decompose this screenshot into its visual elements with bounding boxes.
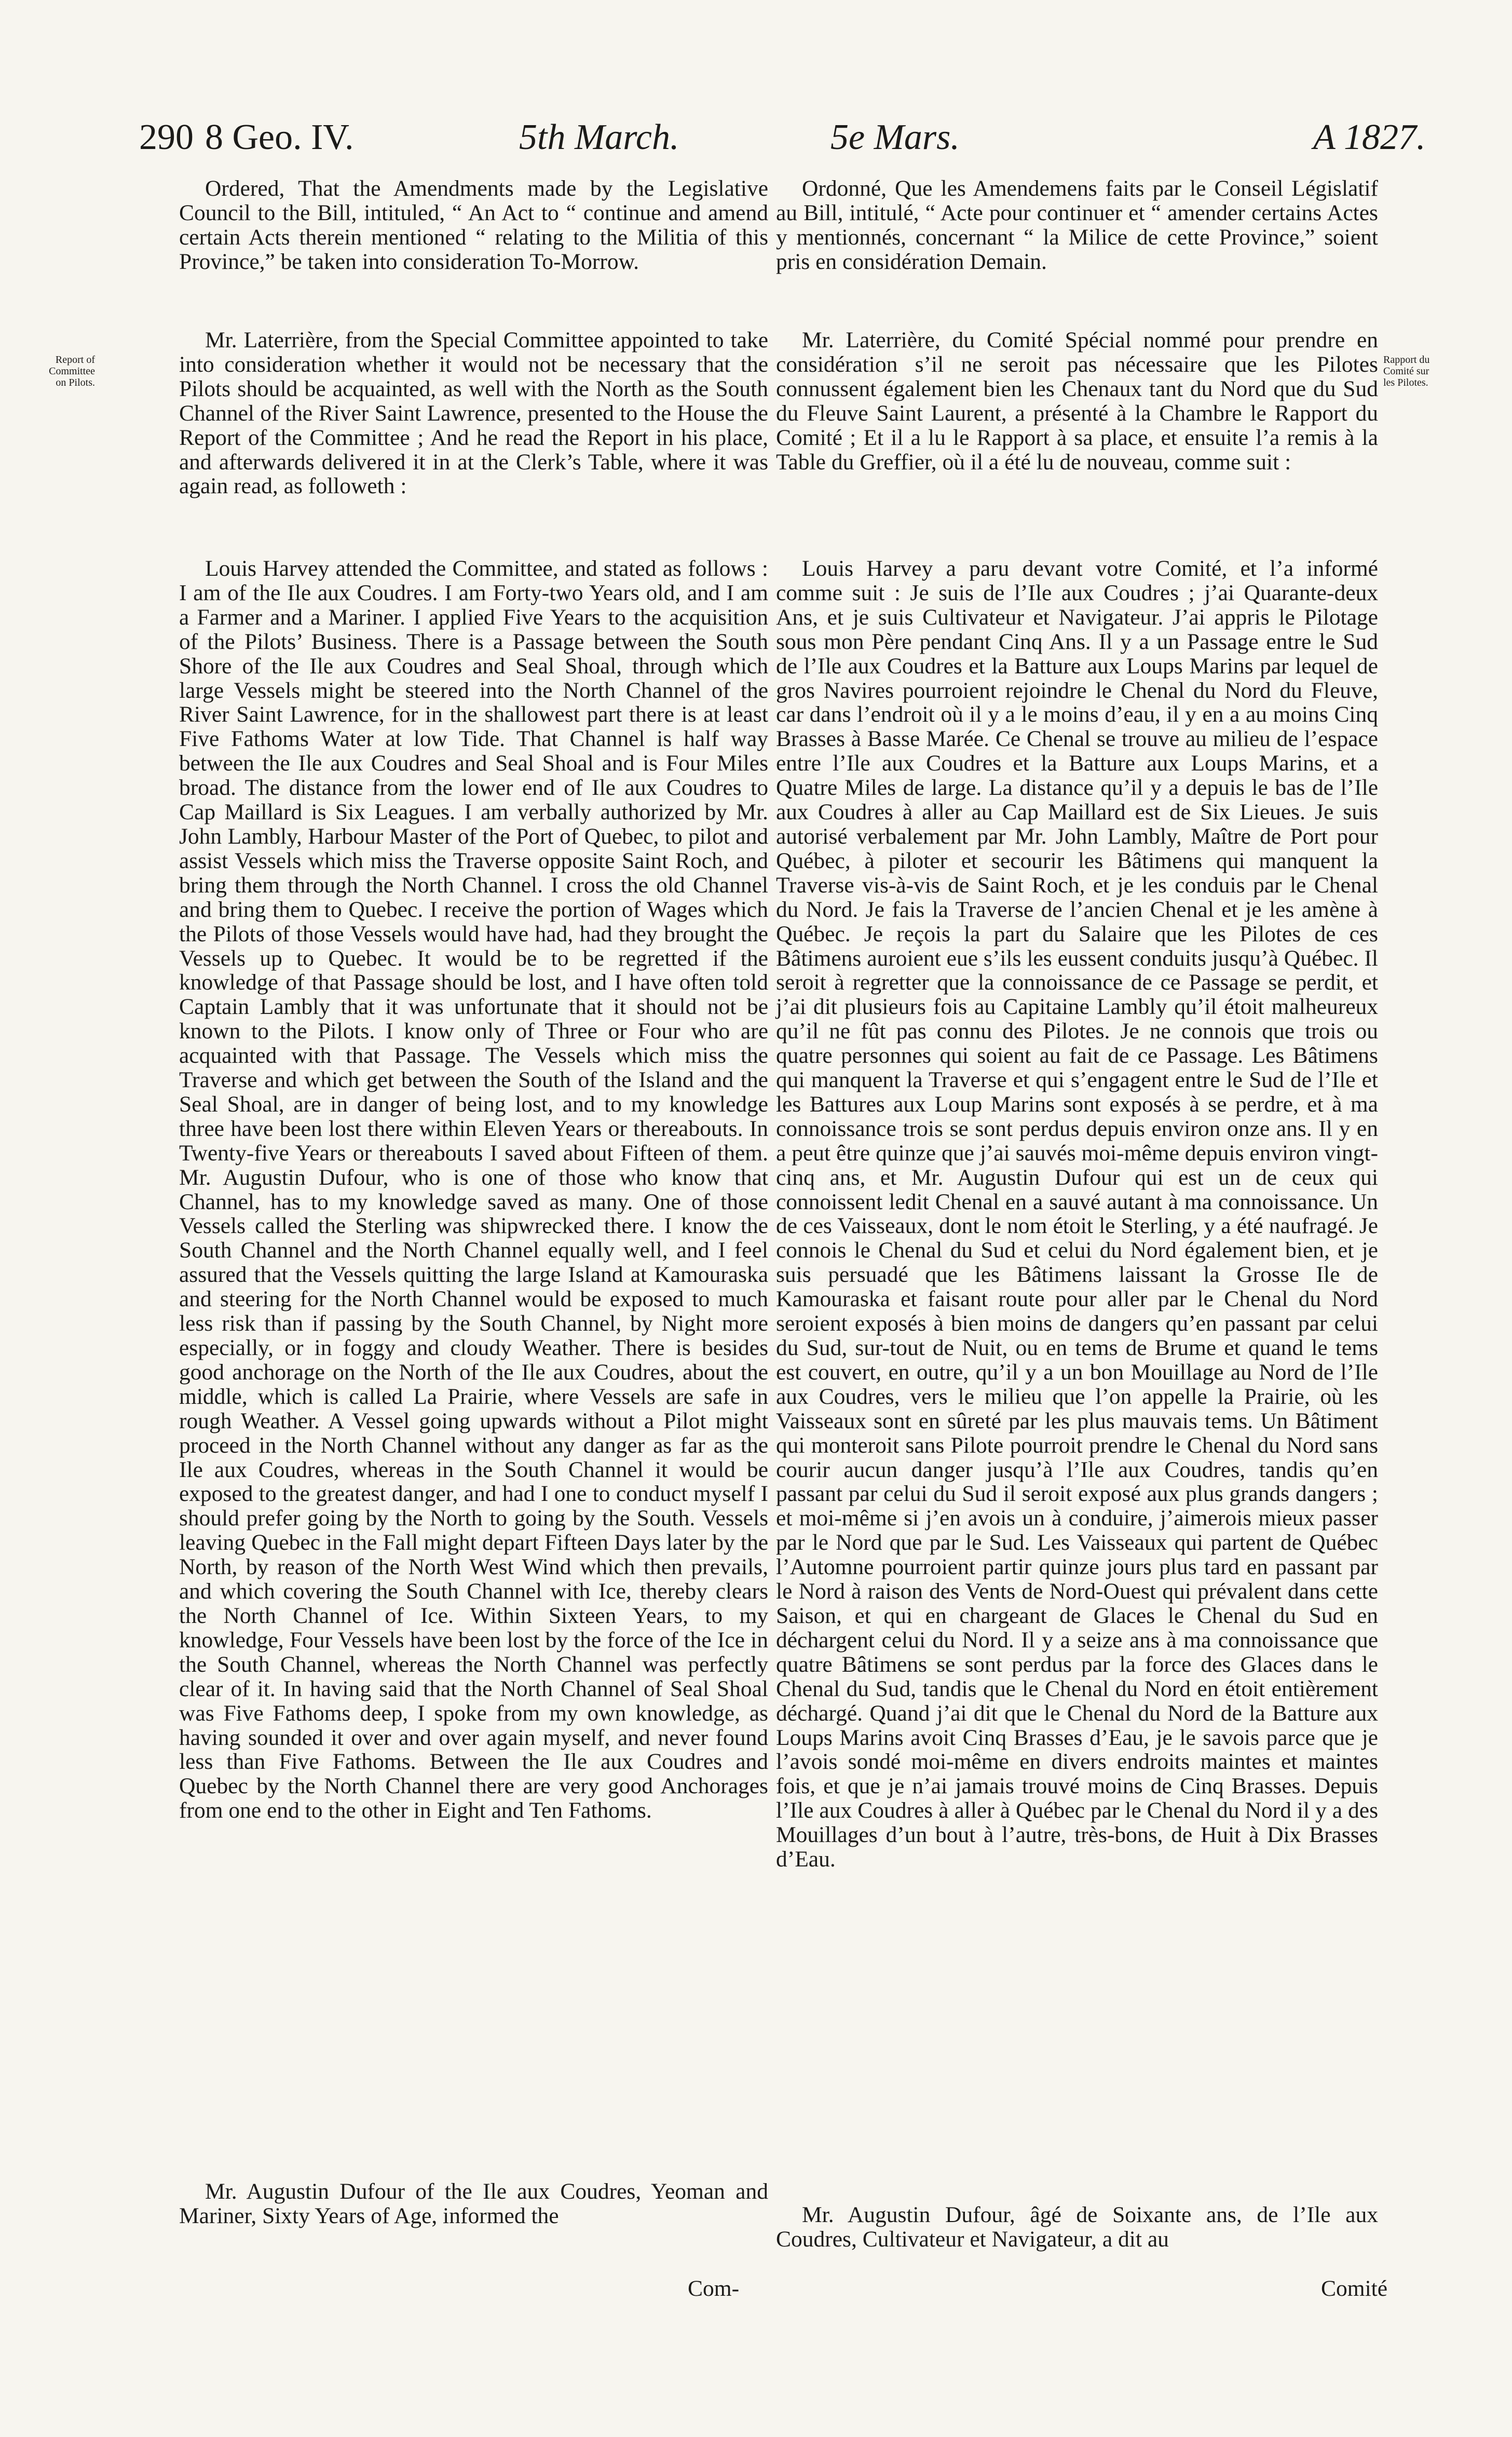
french-paragraph-4: Mr. Augustin Dufour, âgé de Soixante ans, de l’Ile aux Coudres, Cultivateur et Navigateur, a dit au — [776, 2202, 1378, 2252]
french-testimony-dufour — [776, 2203, 1378, 2252]
english-testimony-harvey — [179, 557, 768, 1823]
date-french: 5e Mars. — [830, 117, 960, 157]
french-testimony-harvey — [776, 557, 1378, 1872]
page-header — [0, 114, 1512, 171]
english-paragraph-2: Mr. Laterrière, from the Special Committee appointed to take into consideration whether it would not be necessary that the Pilots should be acquainted, as well with the North as the South Channel of the River Saint Lawrence, presented to the House the Report of the Committee ; And he read the Report in his place, and afterwards delivered it in at the Clerk’s Table, where it was again read, as followeth : — [179, 328, 768, 499]
english-catchword: Com- — [688, 2276, 740, 2301]
english-paragraph-1: Ordered, That the Amendments made by the Legislative Council to the Bill, intituled, “ An Act to “ continue and amend certain Acts therein mentioned “ relating to the Militia of this Province,” be taken into consideration To-Morrow. — [179, 176, 768, 274]
french-report-intro — [776, 328, 1378, 474]
english-paragraph-3: Louis Harvey attended the Committee, and stated as follows : I am of the Ile aux Coudres. I am Forty-two Years old, and I am a Farmer and a Mariner. I applied Five Years to the acquisition of the Pilots’ Business. There is a Passage between the South Shore of the Ile aux Coudres and Seal Shoal, through which large Vessels might be steered into the North Channel of the River Saint Lawrence, for in the shallowest part there is at least Five Fathoms Water at low Tide. That Channel is half way between the Ile aux Coudres and Seal Shoal and is Four Miles broad. The distance from the lower end of Ile aux Coudres to Cap Maillard is Six Leagues. I am verbally authorized by Mr. John Lambly, Harbour Master of the Port of Quebec, to pilot and assist Vessels which miss the Traverse opposite Saint Roch, and bring them through the North Channel. I cross the old Channel and bring them to Quebec. I receive the portion of Wages which the Pilots of those Vessels would have had, had they brought the Vessels up to Quebec. It would be to be regretted if the knowledge of that Passage should be lost, and I have often told Captain Lambly that it was unfortunate that it should not be known to the Pilots. I know only of Three or Four who are acquainted with that Passage. The Vessels which miss the Traverse and which get between the South of the Island and the Seal Shoal, are in danger of being lost, and to my knowledge three have been lost there within Eleven Years or thereabouts. In Twenty-five Years or thereabouts I saved about Fifteen of them. Mr. Augustin Dufour, who is one of those who know that Channel, has to my knowledge saved as many. One of those Vessels called the Sterling was shipwrecked there. I know the South Channel and the North Channel equally well, and I feel assured that the Vessels quitting the large Island at Kamouraska and steering for the North Channel would be exposed to much less risk than if passing by the South Channel, by Night more especially, or in foggy and cloudy Weather. There is besides good anchorage on the North of the Ile aux Coudres, about the middle, which is called La Prairie, where Vessels are safe in rough Weather. A Vessel going upwards without a Pilot might proceed in the North Channel without any danger as far as the Ile aux Coudres, whereas in the South Channel it would be exposed to the greatest danger, and had I one to conduct myself I should prefer going by the North to going by the South. Vessels leaving Quebec in the Fall might depart Fifteen Days later by the North, by reason of the North West Wind which then prevails, and which covering the South Channel with Ice, thereby clears the North Channel of Ice. Within Sixteen Years, to my knowledge, Four Vessels have been lost by the force of the Ice in the South Channel, whereas the North Channel was perfectly clear of it. In having said that the North Channel of Seal Shoal was Five Fathoms deep, I spoke from my own knowledge, as having sounded it over and over again myself, and never found less than Five Fathoms. Between the Ile aux Coudres and Quebec by the North Channel there are very good Anchorages from one end to the other in Eight and Ten Fathoms. — [179, 556, 768, 1823]
french-order-paragraph — [776, 177, 1378, 274]
french-paragraph-2: Mr. Laterrière, du Comité Spécial nommé pour prendre en considération s’il ne seroit pas nécessaire que les Pilotes connussent également bien les Chenaux tant du Nord que du Sud du Fleuve Saint Laurent, a présenté à la Chambre le Rapport du Comité ; Et il a lu le Rapport à sa place, et ensuite l’a remis à la Table du Greffier, où il a été lu de nouveau, comme suit : — [776, 328, 1378, 475]
regnal-year: 8 Geo. IV. — [205, 117, 354, 157]
english-order-paragraph — [179, 177, 768, 274]
year: A 1827. — [1313, 117, 1426, 157]
date-english: 5th March. — [519, 117, 679, 157]
margin-note-left: Report of Committee on Pilots. — [49, 354, 95, 388]
english-report-intro — [179, 328, 768, 498]
margin-note-right: Rapport du Comité sur les Pilotes. — [1383, 354, 1430, 388]
french-paragraph-1: Ordonné, Que les Amendemens faits par le Conseil Législatif au Bill, intitulé, “ Acte pour continuer et “ amender certains Actes y mentionnés, concernant “ la Milice de cette Province,” soient pris en considération Demain. — [776, 176, 1378, 274]
english-paragraph-4: Mr. Augustin Dufour of the Ile aux Coudres, Yeoman and Mariner, Sixty Years of Age, informed the — [179, 2179, 768, 2228]
french-catchword: Comité — [1321, 2276, 1388, 2301]
english-testimony-dufour — [179, 2179, 768, 2228]
french-paragraph-3: Louis Harvey a paru devant votre Comité, et l’a informé comme suit : Je suis de l’Ile aux Coudres ; j’ai Quarante-deux Ans, et je suis Cultivateur et Navigateur. J’ai appris le Pilotage sous mon Père pendant Cinq Ans. Il y a un Passage entre le Sud de l’Ile aux Coudres et la Batture aux Loups Marins par lequel de gros Navires pourroient rejoindre le Chenal du Nord du Fleuve, car dans l’endroit où il y a le moins d’eau, il y en a au moins Cinq Brasses à Basse Marée. Ce Chenal se trouve au milieu de l’espace entre l’Ile aux Coudres et la Batture aux Loups Marins, et a Quatre Miles de large. La distance qu’il y a depuis le bas de l’Ile aux Coudres à aller au Cap Maillard est de Six Lieues. Je suis autorisé verbalement par Mr. John Lambly, Maître de Port pour Québec, à piloter et secourir les Bâtimens qui manquent la Traverse vis-à-vis de Saint Roch, et je les conduis par le Chenal du Nord. Je fais la Traverse de l’ancien Chenal et je les amène à Québec. Je reçois la part du Salaire que les Pilotes de ces Bâtimens auroient eue s’ils les eussent conduits jusqu’à Québec. Il seroit à regretter que la connoissance de ce Passage se perdit, et j’ai dit plusieurs fois au Capitaine Lambly qu’il étoit malheureux qu’il ne fût pas connu des Pilotes. Je ne connois que trois ou quatre personnes qui soient au fait de ce Passage. Les Bâtimens qui manquent la Traverse et qui s’engagent entre le Sud de l’Ile et les Battures aux Loup Marins sont exposés à se perdre, et à ma connoissance trois se sont perdus depuis environ onze ans. Il y en a peut être quinze que j’ai sauvés moi-même depuis environ vingt-cinq ans, et Mr. Augustin Dufour qui est un de ceux qui connoissent ledit Chenal en a sauvé autant à ma connoissance. Un de ces Vaisseaux, dont le nom étoit le Sterling, y a été naufragé. Je connois le Chenal du Sud et celui du Nord également bien, et je suis persuadé que les Bâtimens laissant la Grosse Ile de Kamouraska et faisant route pour aller par le Chenal du Nord seroient exposés à bien moins de dangers qu’en passant par celui du Sud, sur-tout de Nuit, ou en tems de Brume et quand le tems est couvert, en outre, qu’il y a un bon Mouillage au Nord de l’Ile aux Coudres, vers le milieu que l’on appelle la Prairie, où les Vaisseaux sont en sûreté par les plus mauvais tems. Un Bâtiment qui monteroit sans Pilote pourroit prendre le Chenal du Nord sans courir aucun danger jusqu’à l’Ile aux Coudres, tandis qu’en passant par celui du Sud il seroit exposé aux plus grands dangers ; et moi-même si j’en avois un à conduire, j’aimerois mieux passer par le Nord que par le Sud. Les Vaisseaux qui partent de Québec l’Automne pourroient partir quinze jours plus tard en passant par le Nord à raison des Vents de Nord-Ouest qui prévalent dans cette Saison, et qui en chargeant de Glaces le Chenal du Sud en déchargent celui du Nord. Il y a seize ans à ma connoissance que quatre Bâtimens se sont perdus par la force des Glaces dans le Chenal du Sud, tandis que le Chenal du Nord en étoit entièrement déchargé. Quand j’ai dit que le Chenal du Nord de la Batture aux Loups Marins avoit Cinq Brasses d’Eau, je le savois parce que je l’avois sondé moi-même en divers endroits maintes et maintes fois, et que je n’ai jamais trouvé moins de Cinq Brasses. Depuis l’Ile aux Coudres à aller à Québec par le Chenal du Nord il y a des Mouillages d’un bout à l’autre, très-bons, de Huit à Dix Brasses d’Eau. — [776, 556, 1378, 1872]
page-number: 290 — [139, 117, 194, 157]
